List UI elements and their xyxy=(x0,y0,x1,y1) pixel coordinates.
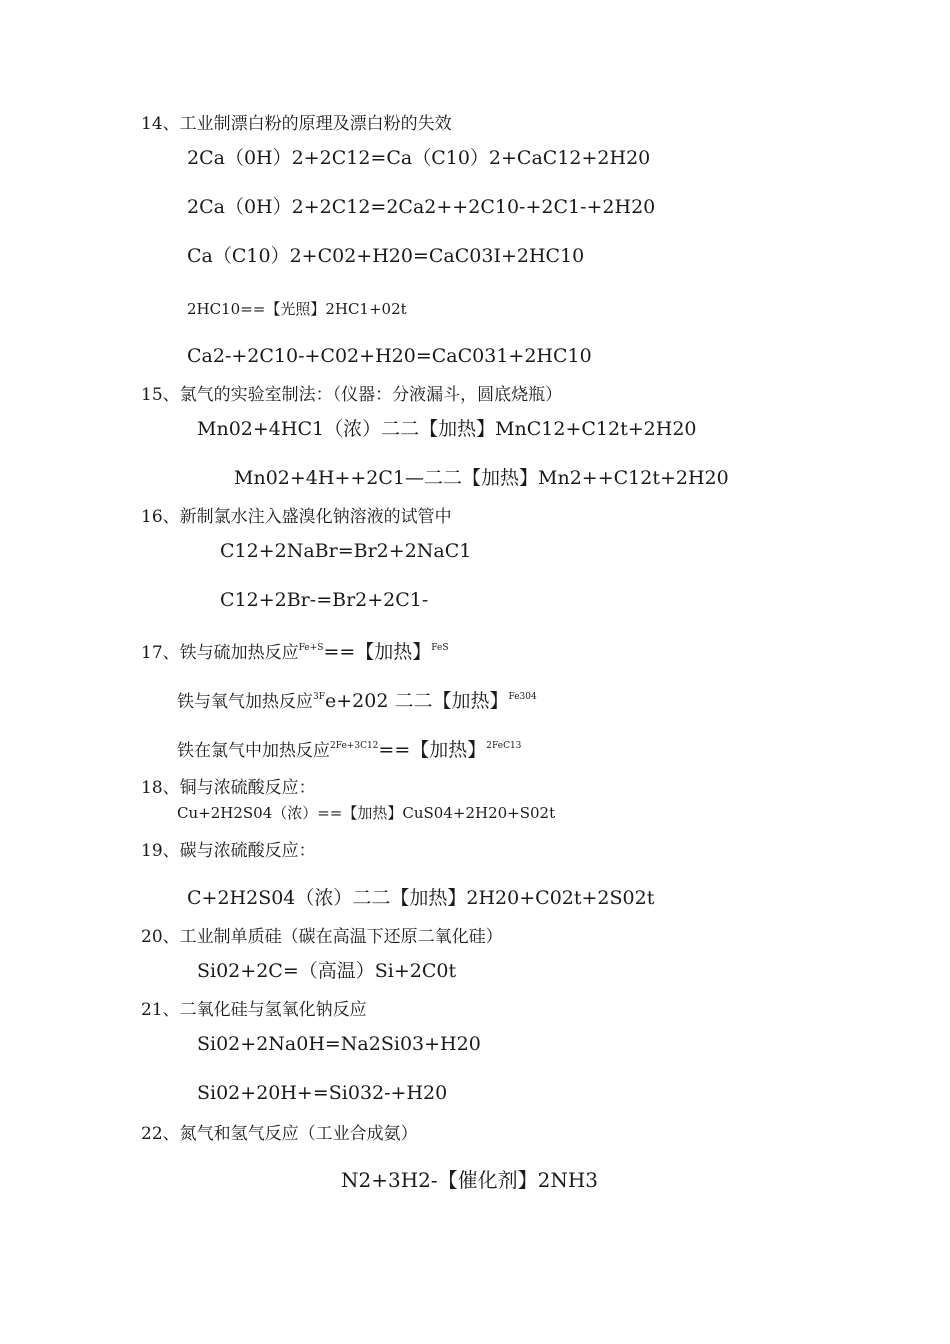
section-17-heading xyxy=(141,643,449,662)
section-22-heading: 22、氮气和氢气反应（工业合成氨） xyxy=(141,1124,418,1144)
equation-line: C12+2NaBr=Br2+2NaC1 xyxy=(220,540,472,562)
equation-line: C+2H2S04（浓）二二【加热】2H20+C02t+2S02t xyxy=(187,887,655,909)
equation-line: 2Ca（0H）2+2C12=Ca（C10）2+CaC12+2H20 xyxy=(187,147,651,169)
reactant-sup: 2Fe+3C12 xyxy=(330,741,379,751)
iron-oxygen-label: 铁与氧气加热反应 xyxy=(177,692,313,712)
equation-line: Si02+20H+=Si032-+H20 xyxy=(197,1082,448,1104)
equation-line: C12+2Br-=Br2+2C1- xyxy=(220,589,429,611)
equation-line: N2+3H2-【催化剂】2NH3 xyxy=(341,1168,599,1192)
section-19-heading: 19、碳与浓硫酸反应： xyxy=(141,841,316,861)
iron-sulfur-label: 17、铁与硫加热反应 xyxy=(141,643,299,663)
equation-line: 2Ca（0H）2+2C12=2Ca2++2C10-+2C1-+2H20 xyxy=(187,196,656,218)
reactant-sup: Fe+S xyxy=(298,643,324,653)
equation-line: Mn02+4HC1（浓）二二【加热】MnC12+C12t+2H20 xyxy=(197,418,697,440)
product-sup: FeS xyxy=(431,643,449,653)
reaction-condition: ==【加热】 xyxy=(323,641,432,663)
product-sup: 2FeC13 xyxy=(486,741,522,751)
equation-line: Ca（C10）2+C02+H20=CaC03I+2HC10 xyxy=(187,245,585,267)
section-14-heading: 14、工业制漂白粉的原理及漂白粉的失效 xyxy=(141,114,452,134)
equation-line: Ca2-+2C10-+C02+H20=CaC031+2HC10 xyxy=(187,345,592,367)
reactant-sup: 3F xyxy=(313,692,325,702)
iron-chlorine-line xyxy=(177,741,521,760)
iron-chlorine-label: 铁在氯气中加热反应 xyxy=(177,741,330,761)
equation-line: Si02+2Na0H=Na2Si03+H20 xyxy=(197,1033,481,1055)
equation-line: Mn02+4H++2C1—二二【加热】Mn2++C12t+2H20 xyxy=(234,467,729,489)
reaction-condition: e+202 二二【加热】 xyxy=(324,690,509,712)
section-20-heading: 20、工业制单质硅（碳在高温下还原二氧化硅） xyxy=(141,927,503,947)
section-21-heading: 21、二氧化硅与氢氧化钠反应 xyxy=(141,1000,367,1020)
section-18-heading: 18、铜与浓硫酸反应： xyxy=(141,778,316,798)
equation-line: 2HC10==【光照】2HC1+02t xyxy=(187,300,407,318)
section-16-heading: 16、新制氯水注入盛溴化钠溶液的试管中 xyxy=(141,507,452,527)
section-15-heading: 15、氯气的实验室制法：（仪器：分液漏斗，圆底烧瓶） xyxy=(141,385,563,405)
product-sup: Fe304 xyxy=(508,692,537,702)
equation-line: Cu+2H2S04（浓）==【加热】CuS04+2H20+S02t xyxy=(177,804,556,822)
reaction-condition: ==【加热】 xyxy=(378,739,487,761)
iron-oxygen-line xyxy=(177,692,537,711)
equation-line: Si02+2C=（高温）Si+2C0t xyxy=(197,960,457,982)
